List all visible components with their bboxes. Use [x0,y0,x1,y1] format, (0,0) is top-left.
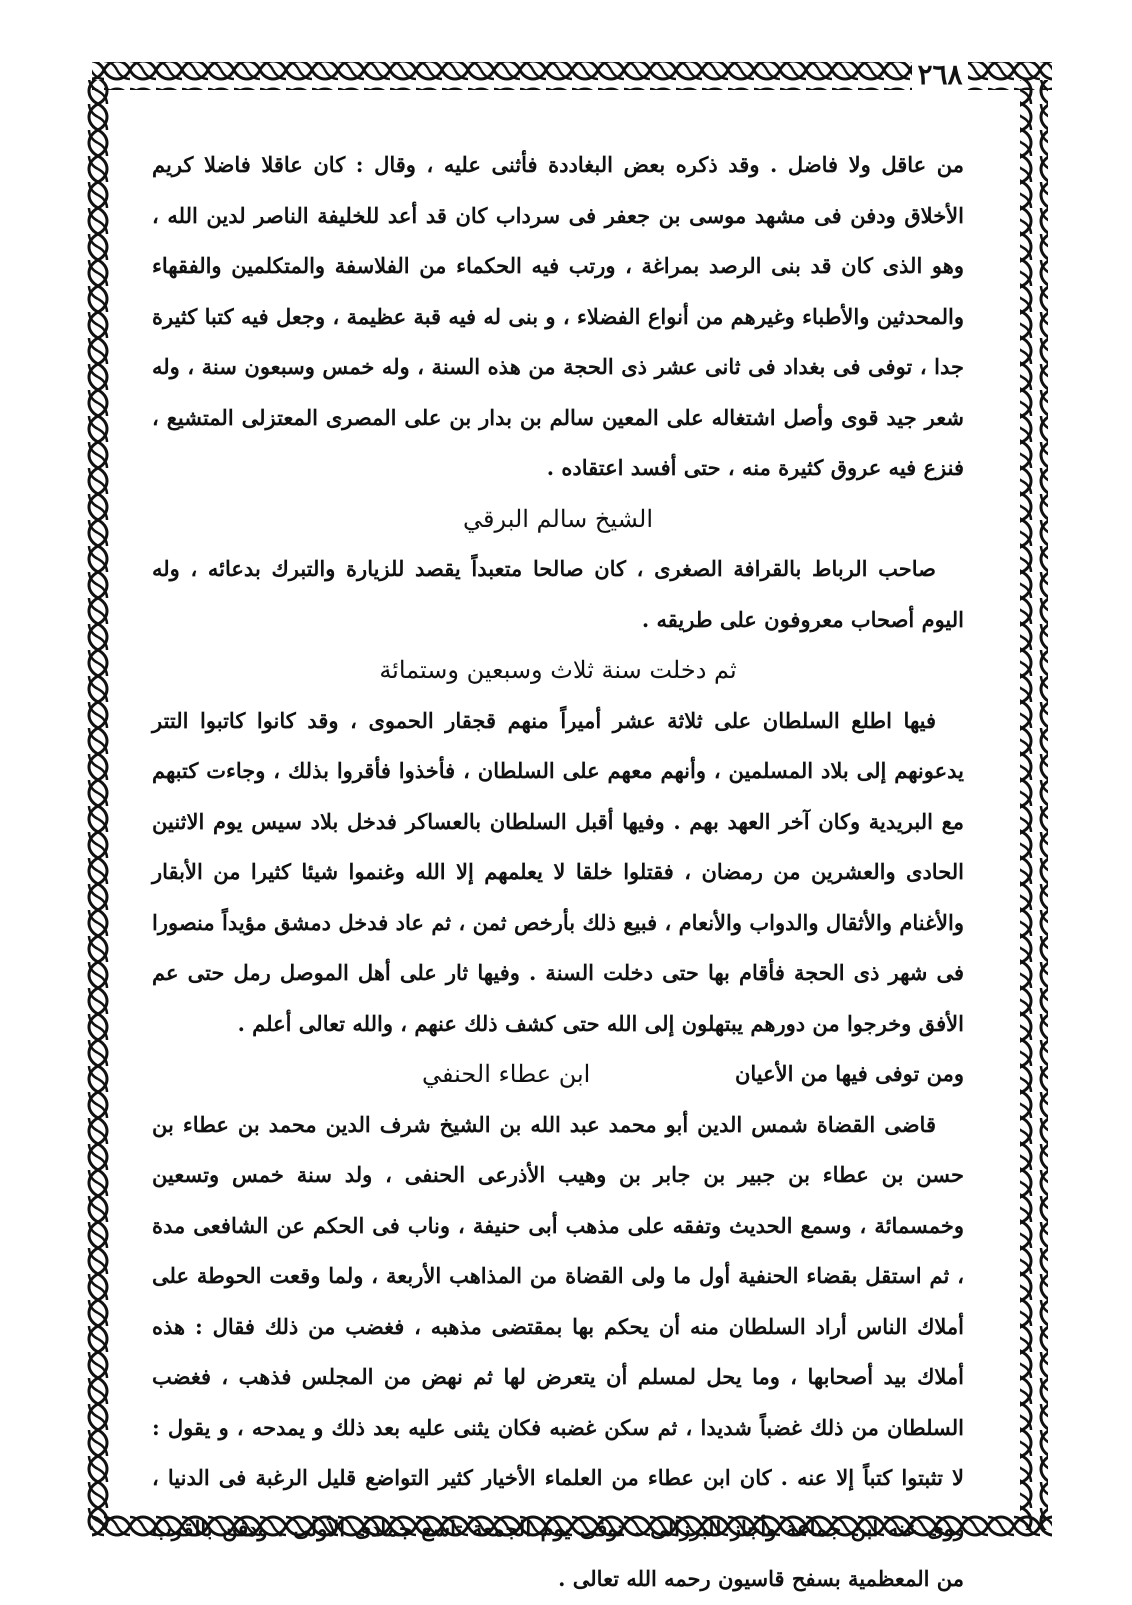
paragraph: من عاقل ولا فاضل . وقد ذكره بعض البغاددة فأثنى عليه ، وقال : كان عاقلا فاضلا كريم الأخلاق ودفن فى مشهد موسى بن جعفر فى سرداب كان قد أعد للخليفة الناصر لدين الله ، وهو الذى كان قد بنى الرصد بمراغة ، ورتب فيه الحكماء من الفلاسفة والمتكلمين والفقهاء والمحدثين والأطباء وغيرهم من أنواع الفضلاء ، و بنى له فيه قبة عظيمة ، وجعل فيه كتبا كثيرة جدا ، توفى فى بغداد فى ثانى عشر ذى الحجة من هذه السنة ، وله خمس وسبعون سنة ، وله شعر جيد قوى وأصل اشتغاله على المعين سالم بن بدار بن على المصرى المعتزلى المتشيع ، فنزع فيه عروق كثيرة منه ، حتى أفسد اعتقاده . [152,152,964,480]
paragraph: فيها اطلع السلطان على ثلاثة عشر أميراً منهم قجقار الحموى ، وقد كانوا كاتبوا التتر يدعونهم إلى بلاد المسلمين ، وأنهم معهم على السلطان ، فأخذوا فأقروا بذلك ، وجاءت كتبهم مع البريدية وكان آخر العهد بهم . وفيها أقبل السلطان بالعساكر فدخل بلاد سيس يوم الاثنين الحادى والعشرين من رمضان ، فقتلوا خلقا لا يعلمهم إلا الله وغنموا شيئا كثيرا من الأبقار والأغنام والأثقال والدواب والأنعام ، فبيع ذلك بأرخص ثمن ، ثم عاد فدخل دمشق مؤيداً منصورا فى شهر ذى الحجة فأقام بها حتى دخلت السنة . وفيها ثار على أهل الموصل رمل حتى عم الأفق وخرجوا من دورهم يبتهلون إلى الله حتى كشف ذلك عنهم ، والله تعالى أعلم . [152,707,964,1036]
page-number: ٢٦٨ [912,58,968,92]
paragraph: صاحب الرباط بالقرافة الصغرى ، كان صالحا متعبداً يقصد للزيارة والتبرك بدعائه ، وله اليوم أصحاب معروفون على طريقه . [152,556,964,632]
right-border-chain [1020,80,1048,1530]
top-border-chain [92,62,1052,90]
left-border-chain [84,80,112,1530]
notables-line [152,1049,964,1100]
section-heading: الشيخ سالم البرقي [462,504,654,533]
main-text [152,140,964,1605]
notables-intro: ومن توفى فيها من الأعيان [734,1061,964,1086]
section-heading: ثم دخلت سنة ثلاث وسبعين وستمائة [379,656,737,684]
paragraph: قاضى القضاة شمس الدين أبو محمد عبد الله بن الشيخ شرف الدين محمد بن عطاء بن حسن بن عطاء بن جبير بن جابر بن وهيب الأذرعى الحنفى ، ولد سنة خمس وتسعين وخمسمائة ، وسمع الحديث وتفقه على مذهب أبى حنيفة ، وناب فى الحكم عن الشافعى مدة ، ثم استقل بقضاء الحنفية أول ما ولى القضاة من المذاهب الأربعة ، ولما وقعت الحوطة على أملاك الناس أراد السلطان منه أن يحكم بها بمقتضى مذهبه ، فغضب من ذلك فقال : هذه أملاك بيد أصحابها ، وما يحل لمسلم أن يتعرض لها ثم نهض من المجلس فذهب ، فغضب السلطان من ذلك غضباً شديدا ، ثم سكن غضبه فكان يثنى عليه بعد ذلك و يمدحه ، و يقول : لا تثبتوا كتباً إلا عنه . كان ابن عطاء من العلماء الأخيار كثير التواضع قليل الرغبة فى الدنيا ، روى عنه ابن جماعة وأجاز للبرزالى . توفى يوم الجمعة تاسع جمادى الأولى ، ودفن بالقرب من المعظمية بسفح قاسيون رحمه الله تعالى . [152,1111,964,1591]
section-heading: ابن عطاء الحنفي [422,1060,591,1088]
